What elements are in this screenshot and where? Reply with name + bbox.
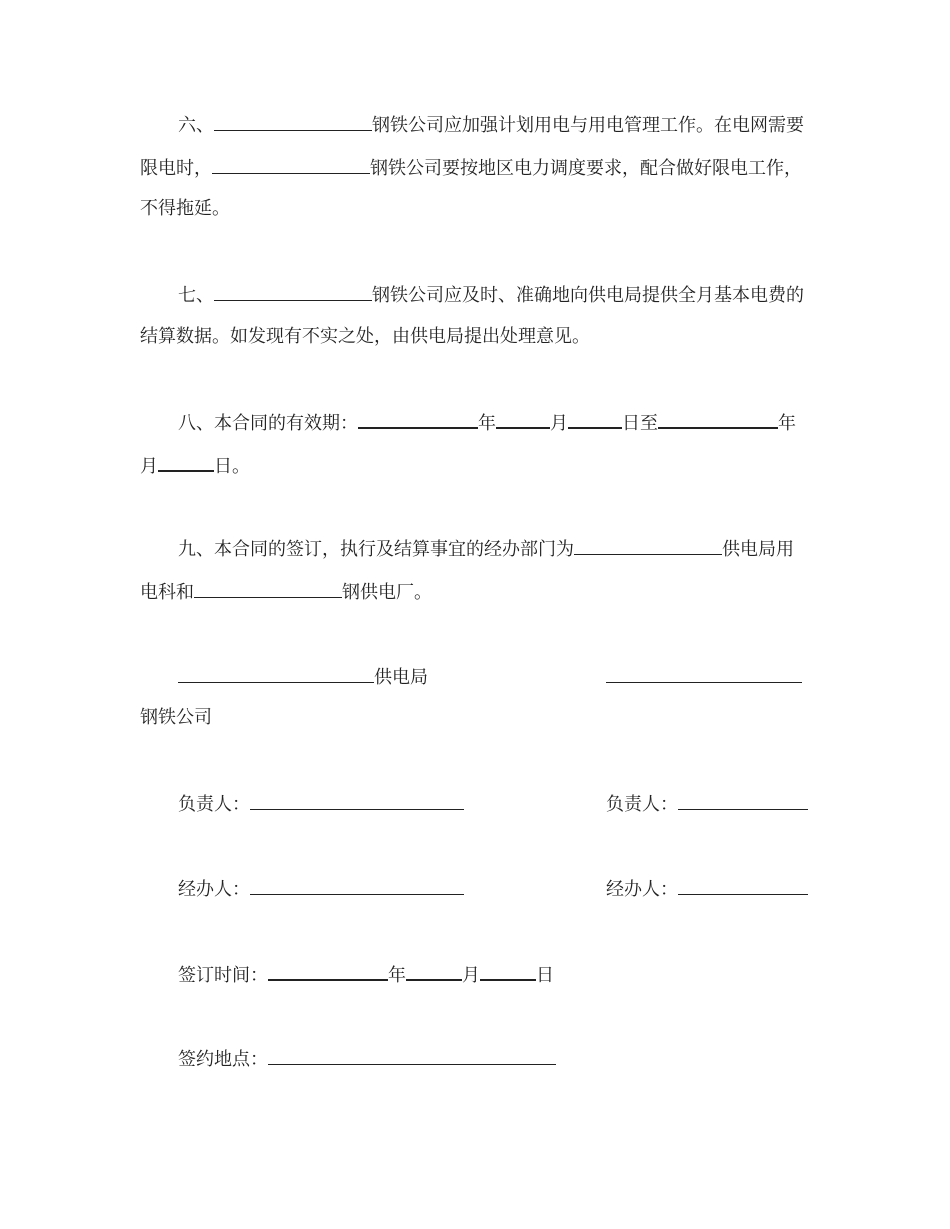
sign-date-label: 签订时间： xyxy=(178,965,268,986)
clause6-line3 xyxy=(140,197,230,221)
party-b-line xyxy=(140,706,212,730)
clause9-text2a: 电科和 xyxy=(140,582,194,603)
clause8-line2 xyxy=(140,452,250,476)
month-label: 月 xyxy=(140,456,158,477)
start-day-blank[interactable] xyxy=(568,409,622,429)
party-b-handler-blank[interactable] xyxy=(678,876,808,895)
steel-plant-name-blank[interactable] xyxy=(194,579,342,598)
sign-month-blank[interactable] xyxy=(406,961,462,981)
party-a-suffix: 供电局 xyxy=(374,667,428,688)
handler-label: 经办人： xyxy=(606,879,678,900)
party-a-handler-blank[interactable] xyxy=(250,876,464,895)
clause9-line1 xyxy=(178,536,794,560)
year-label: 年 xyxy=(388,965,406,986)
party-b-handler xyxy=(606,876,808,900)
clause6-text2b: 钢铁公司要按地区电力调度要求，配合做好限电工作， xyxy=(370,158,802,179)
responsible-label: 负责人： xyxy=(606,794,678,815)
start-month-blank[interactable] xyxy=(496,409,550,429)
company-name-blank[interactable] xyxy=(214,282,372,301)
party-b-suffix: 钢铁公司 xyxy=(140,707,212,728)
clause7-text2: 结算数据。如发现有不实之处，由供电局提出处理意见。 xyxy=(140,326,590,347)
handler-label: 经办人： xyxy=(178,879,250,900)
party-b-name-blank[interactable] xyxy=(606,664,802,683)
clause7-line1 xyxy=(178,282,804,306)
party-a-line xyxy=(178,664,428,688)
end-year-blank[interactable] xyxy=(658,409,778,429)
clause6-number: 六、 xyxy=(178,115,214,136)
clause9-text2b: 钢供电厂。 xyxy=(342,582,432,603)
sign-place-line xyxy=(178,1046,556,1070)
company-name-blank[interactable] xyxy=(214,112,372,131)
clause6-text3: 不得拖延。 xyxy=(140,198,230,219)
party-a-responsible-blank[interactable] xyxy=(250,791,464,810)
month-label: 月 xyxy=(462,965,480,986)
clause6-text2a: 限电时， xyxy=(140,158,212,179)
party-b-responsible xyxy=(606,791,808,815)
day-to-label: 日至 xyxy=(622,413,658,434)
clause7-text1: 钢铁公司应及时、准确地向供电局提供全月基本电费的 xyxy=(372,285,804,306)
party-a-name-blank[interactable] xyxy=(178,664,374,683)
sign-date-line xyxy=(178,961,554,985)
day-label: 日 xyxy=(536,965,554,986)
power-bureau-name-blank[interactable] xyxy=(574,536,722,555)
sign-place-blank[interactable] xyxy=(268,1046,556,1065)
clause8-line1 xyxy=(178,409,796,433)
clause7-line2 xyxy=(140,325,590,349)
sign-year-blank[interactable] xyxy=(268,961,388,981)
party-a-handler xyxy=(178,876,464,900)
party-b-responsible-blank[interactable] xyxy=(678,791,808,810)
end-day-blank[interactable] xyxy=(158,452,214,472)
clause6-line1 xyxy=(178,112,804,136)
party-b-blank-line xyxy=(606,664,802,688)
responsible-label: 负责人： xyxy=(178,794,250,815)
clause6-line2 xyxy=(140,155,802,179)
sign-place-label: 签约地点： xyxy=(178,1049,268,1070)
year-label: 年 xyxy=(778,413,796,434)
clause7-number: 七、 xyxy=(178,285,214,306)
party-a-responsible xyxy=(178,791,464,815)
clause8-prefix: 八、本合同的有效期： xyxy=(178,413,358,434)
company-name-blank[interactable] xyxy=(212,155,370,174)
day-label: 日。 xyxy=(214,456,250,477)
clause9-text1: 九、本合同的签订，执行及结算事宜的经办部门为 xyxy=(178,539,574,560)
clause9-text1-end: 供电局用 xyxy=(722,539,794,560)
month-label: 月 xyxy=(550,413,568,434)
clause6-text1: 钢铁公司应加强计划用电与用电管理工作。在电网需要 xyxy=(372,115,804,136)
start-year-blank[interactable] xyxy=(358,409,478,429)
year-label: 年 xyxy=(478,413,496,434)
clause9-line2 xyxy=(140,579,432,603)
sign-day-blank[interactable] xyxy=(480,961,536,981)
